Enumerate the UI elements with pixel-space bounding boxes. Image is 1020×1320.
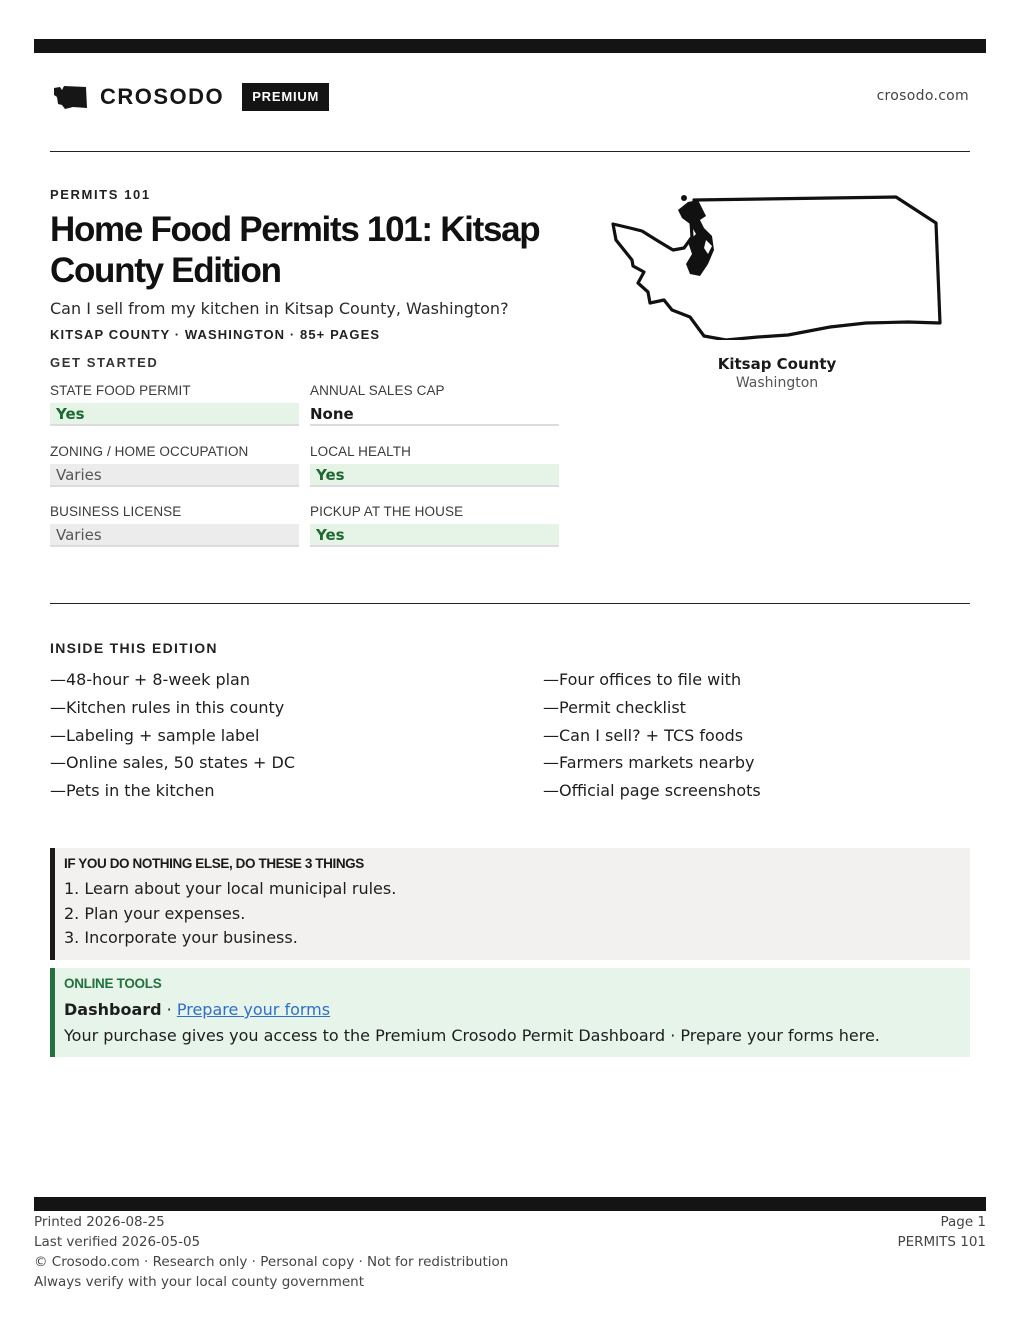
field-label: STATE FOOD PERMIT <box>50 383 191 398</box>
toc-item: —Kitchen rules in this county <box>50 697 285 717</box>
three-things-callout <box>50 848 970 960</box>
get-started-label: GET STARTED <box>50 355 159 370</box>
bottom-rule-bar <box>34 1197 986 1211</box>
verification-disclaimer: Always verify with your local county government <box>34 1274 364 1290</box>
field-value: Yes <box>310 464 559 487</box>
field-business-license <box>50 503 299 547</box>
footer-section: PERMITS 101 <box>897 1234 986 1250</box>
field-value: Varies <box>50 464 299 487</box>
map-county-label: Kitsap County <box>717 355 837 373</box>
toc-item: —Pets in the kitchen <box>50 781 215 801</box>
site-url[interactable]: crosodo.com <box>876 88 969 104</box>
field-value: Yes <box>50 403 299 426</box>
top-rule-bar <box>34 39 986 53</box>
edition-meta: KITSAP COUNTY · WASHINGTON · 85+ PAGES <box>50 327 381 342</box>
field-label: BUSINESS LICENSE <box>50 504 182 519</box>
page-title: Home Food Permits 101: Kitsap County Edition <box>50 210 540 290</box>
field-local-health <box>310 443 559 487</box>
callout-item: 3. Incorporate your business. <box>64 928 298 947</box>
field-zoning-home-occupation <box>50 443 299 487</box>
brand <box>52 82 329 112</box>
footer-right <box>897 1212 986 1252</box>
section-divider <box>50 603 970 604</box>
map-state-label: Washington <box>735 375 819 391</box>
washington-state-map-icon <box>608 190 948 340</box>
toc-item: —Can I sell? + TCS foods <box>543 725 744 745</box>
callout-list <box>64 877 970 951</box>
toc-item: —48-hour + 8-week plan <box>50 670 250 689</box>
field-label: ANNUAL SALES CAP <box>310 383 445 398</box>
copyright-notice: © Crosodo.com · Research only · Personal copy · Not for redistribution <box>34 1254 509 1270</box>
toc-item: —Labeling + sample label <box>50 725 260 745</box>
brand-name: CROSODO <box>100 84 225 109</box>
callout-item: 1. Learn about your local municipal rules. <box>64 879 397 898</box>
washington-logo-icon <box>52 84 88 110</box>
toc-item: —Farmers markets nearby <box>543 753 755 773</box>
toc-left-list <box>50 666 295 805</box>
callout-item: 2. Plan your expenses. <box>64 903 246 923</box>
header-divider <box>50 151 970 152</box>
page-number: Page 1 <box>940 1214 986 1230</box>
printed-date: Printed 2026-08-25 <box>34 1214 165 1230</box>
field-label: ZONING / HOME OCCUPATION <box>50 444 249 459</box>
tools-description: Your purchase gives you access to the Premium Crosodo Permit Dashboard · Prepare your forms here. <box>64 1026 880 1045</box>
toc-item: —Online sales, 50 states + DC <box>50 753 296 773</box>
tools-dashboard-line <box>64 1000 970 1020</box>
callout-title: IF YOU DO NOTHING ELSE, DO THESE 3 THINGS <box>64 856 364 871</box>
field-state-food-permit <box>50 382 299 426</box>
section-kicker: PERMITS 101 <box>50 187 151 202</box>
page-subtitle: Can I sell from my kitchen in Kitsap County, Washington? <box>50 299 509 318</box>
field-value: Varies <box>50 524 299 547</box>
map-caption <box>677 355 877 393</box>
online-tools-box <box>50 968 970 1057</box>
field-annual-sales-cap <box>310 382 559 426</box>
toc-right-list <box>543 666 761 805</box>
prepare-forms-link[interactable]: Prepare your forms <box>176 1000 331 1019</box>
separator: · <box>161 1000 177 1019</box>
toc-item: —Four offices to file with <box>543 670 742 689</box>
footer-left <box>34 1212 508 1292</box>
tools-title: ONLINE TOOLS <box>64 976 162 991</box>
field-value: None <box>310 403 559 426</box>
field-value: Yes <box>310 524 559 547</box>
premium-badge: PREMIUM <box>242 83 329 111</box>
field-label: PICKUP AT THE HOUSE <box>310 504 464 519</box>
field-pickup-at-house <box>310 503 559 547</box>
inside-edition-label: INSIDE THIS EDITION <box>50 640 218 656</box>
toc-item: —Permit checklist <box>543 697 686 717</box>
verified-date: Last verified 2026-05-05 <box>34 1234 201 1250</box>
field-label: LOCAL HEALTH <box>310 444 411 459</box>
dashboard-label: Dashboard <box>64 1000 162 1019</box>
toc-item: —Official page screenshots <box>543 781 761 801</box>
